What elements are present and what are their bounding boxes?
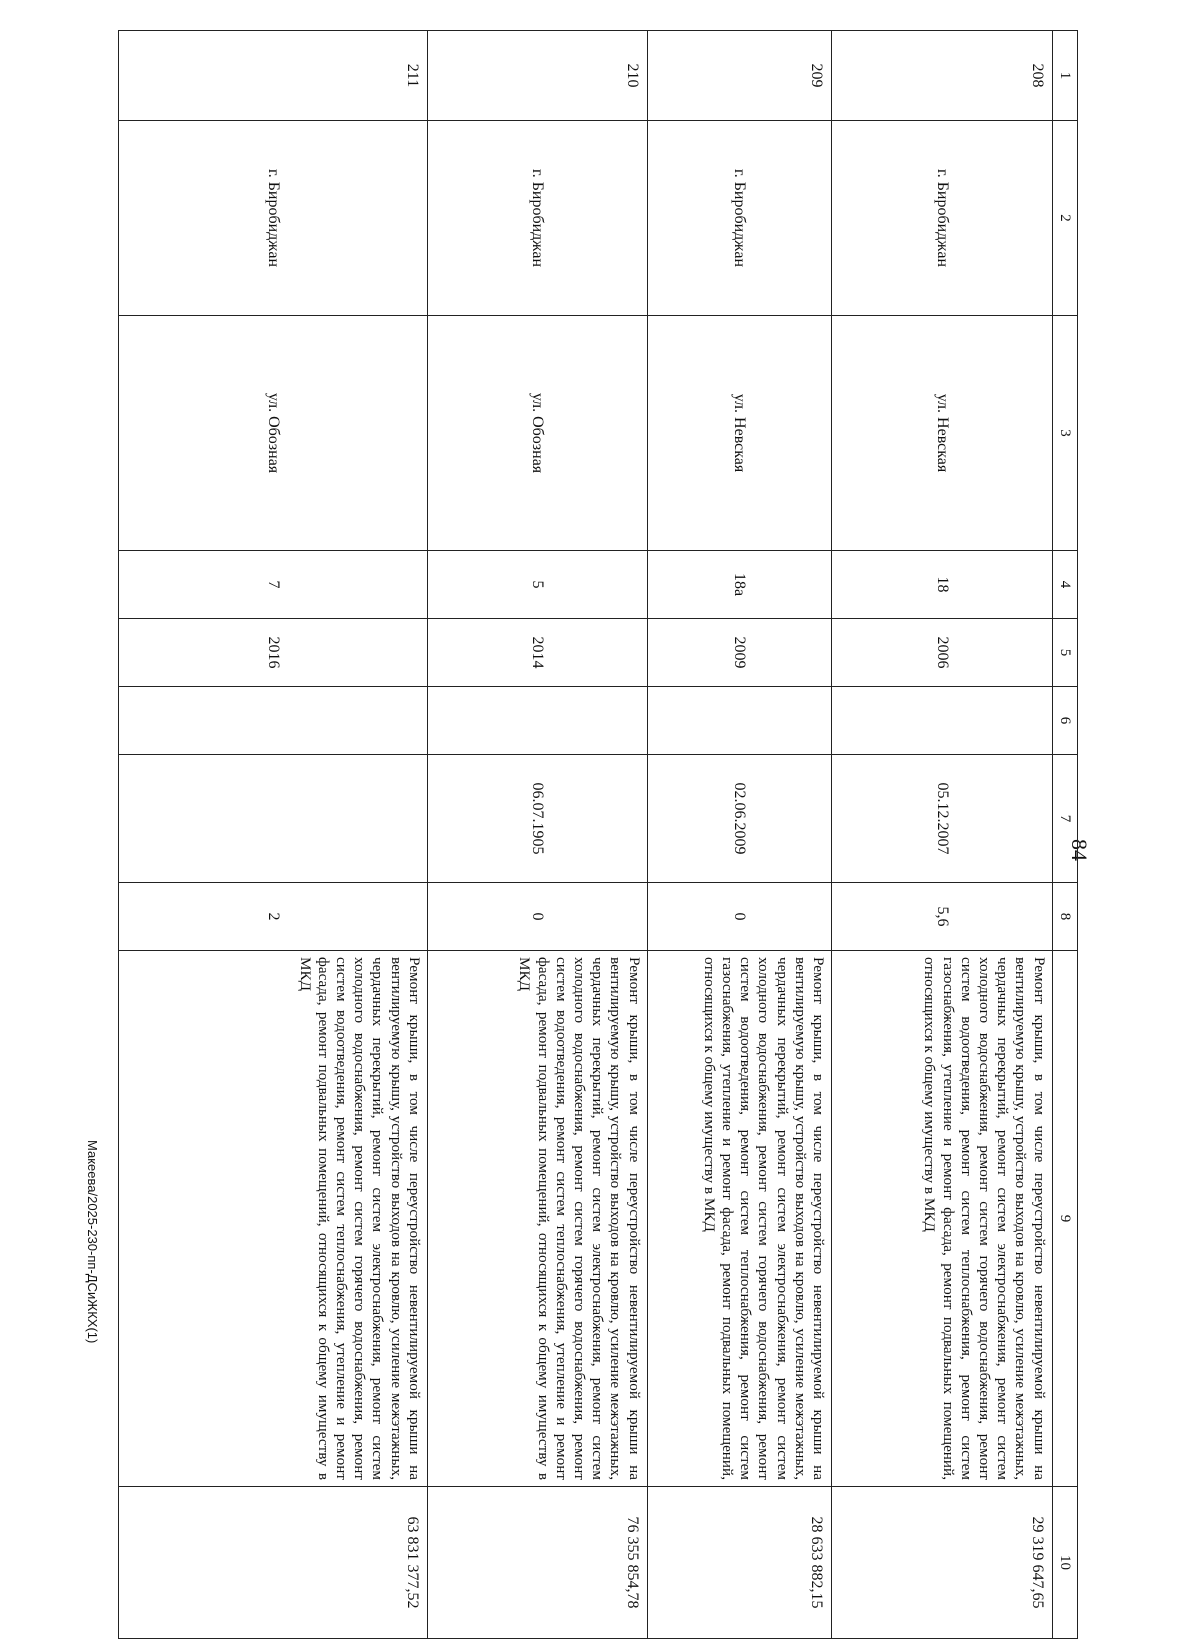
date-cell: 05.12.2007: [831, 755, 1052, 883]
city-cell: г. Биробиджан: [647, 121, 831, 316]
street-cell: ул. Обозная: [427, 316, 647, 551]
col6-cell: [427, 687, 647, 755]
house-cell: 5: [427, 551, 647, 619]
table-row: [427, 31, 647, 1639]
header-cell: 5: [1052, 619, 1077, 687]
year-cell: 2014: [427, 619, 647, 687]
header-cell: 7: [1052, 755, 1077, 883]
col8-cell: 5,6: [831, 883, 1052, 951]
date-cell: [119, 755, 428, 883]
city-cell: г. Биробиджан: [119, 121, 428, 316]
year-cell: 2016: [119, 619, 428, 687]
house-cell: 18а: [647, 551, 831, 619]
table-row: [647, 31, 831, 1639]
cost-cell: 76 355 854,78: [427, 1487, 647, 1639]
header-cell: 10: [1052, 1487, 1077, 1639]
col8-cell: 0: [427, 883, 647, 951]
repair-program-table: [118, 30, 1078, 1639]
column-number-row: [1052, 31, 1077, 1639]
year-cell: 2006: [831, 619, 1052, 687]
header-cell: 8: [1052, 883, 1077, 951]
header-cell: 6: [1052, 687, 1077, 755]
city-cell: г. Биробиджан: [831, 121, 1052, 316]
street-cell: ул. Невская: [831, 316, 1052, 551]
row-number: 209: [647, 31, 831, 121]
row-number: 211: [119, 31, 428, 121]
col6-cell: [831, 687, 1052, 755]
works-cell: Ремонт крыши, в том числе переустройство невентилируемой крыши на вентилируемую крышу, устройство выходов на кровлю, усиление межэтажных, чердачных перекрытий, ремонт систем электроснабжения, ремонт систем холодного водоснабжения, ремонт систем горячего водоснабжения, ремонт систем водоотведения, ремонт систем теплоснабжения, утепление и ремонт фасада, ремонт подвальных помещений, относящихся к общему имуществу в МКД: [427, 951, 647, 1487]
cost-cell: 28 633 882,15: [647, 1487, 831, 1639]
cost-cell: 63 831 377,52: [119, 1487, 428, 1639]
cost-cell: 29 319 647,65: [831, 1487, 1052, 1639]
city-cell: г. Биробиджан: [427, 121, 647, 316]
row-number: 210: [427, 31, 647, 121]
street-cell: ул. Обозная: [119, 316, 428, 551]
works-cell: Ремонт крыши, в том числе переустройство невентилируемой крыши на вентилируемую крышу, устройство выходов на кровлю, усиление межэтажных, чердачных перекрытий, ремонт систем электроснабжения, ремонт систем холодного водоснабжения, ремонт систем горячего водоснабжения, ремонт систем водоотведения, ремонт систем теплоснабжения, утепление и ремонт фасада, ремонт подвальных помещений, относящихся к общему имуществу в МКД: [119, 951, 428, 1487]
document-footer: Макеева/2025-230-пп-ДСиЖКХ(1): [85, 1140, 100, 1344]
header-cell: 4: [1052, 551, 1077, 619]
header-cell: 3: [1052, 316, 1077, 551]
table-row: [831, 31, 1052, 1639]
house-cell: 18: [831, 551, 1052, 619]
works-cell: Ремонт крыши, в том числе переустройство невентилируемой крыши на вентилируемую крышу, устройство выходов на кровлю, усиление межэтажных, чердачных перекрытий, ремонт систем электроснабжения, ремонт систем холодного водоснабжения, ремонт систем горячего водоснабжения, ремонт систем водоотведения, ремонт систем теплоснабжения, ремонт систем газоснабжения, утепление и ремонт фасада, ремонт подвальных помещений, относящихся к общему имуществу в МКД: [647, 951, 831, 1487]
works-cell: Ремонт крыши, в том числе переустройство невентилируемой крыши на вентилируемую крышу, устройство выходов на кровлю, усиление межэтажных, чердачных перекрытий, ремонт систем электроснабжения, ремонт систем холодного водоснабжения, ремонт систем горячего водоснабжения, ремонт систем водоотведения, ремонт систем теплоснабжения, ремонт систем газоснабжения, утепление и ремонт фасада, ремонт подвальных помещений, относящихся к общему имуществу в МКД: [831, 951, 1052, 1487]
col8-cell: 2: [119, 883, 428, 951]
date-cell: 06.07.1905: [427, 755, 647, 883]
row-number: 208: [831, 31, 1052, 121]
street-cell: ул. Невская: [647, 316, 831, 551]
col6-cell: [119, 687, 428, 755]
page-number: 84: [1067, 839, 1092, 861]
header-cell: 1: [1052, 31, 1077, 121]
header-cell: 9: [1052, 951, 1077, 1487]
header-cell: 2: [1052, 121, 1077, 316]
table-row: [119, 31, 428, 1639]
year-cell: 2009: [647, 619, 831, 687]
col6-cell: [647, 687, 831, 755]
col8-cell: 0: [647, 883, 831, 951]
date-cell: 02.06.2009: [647, 755, 831, 883]
house-cell: 7: [119, 551, 428, 619]
